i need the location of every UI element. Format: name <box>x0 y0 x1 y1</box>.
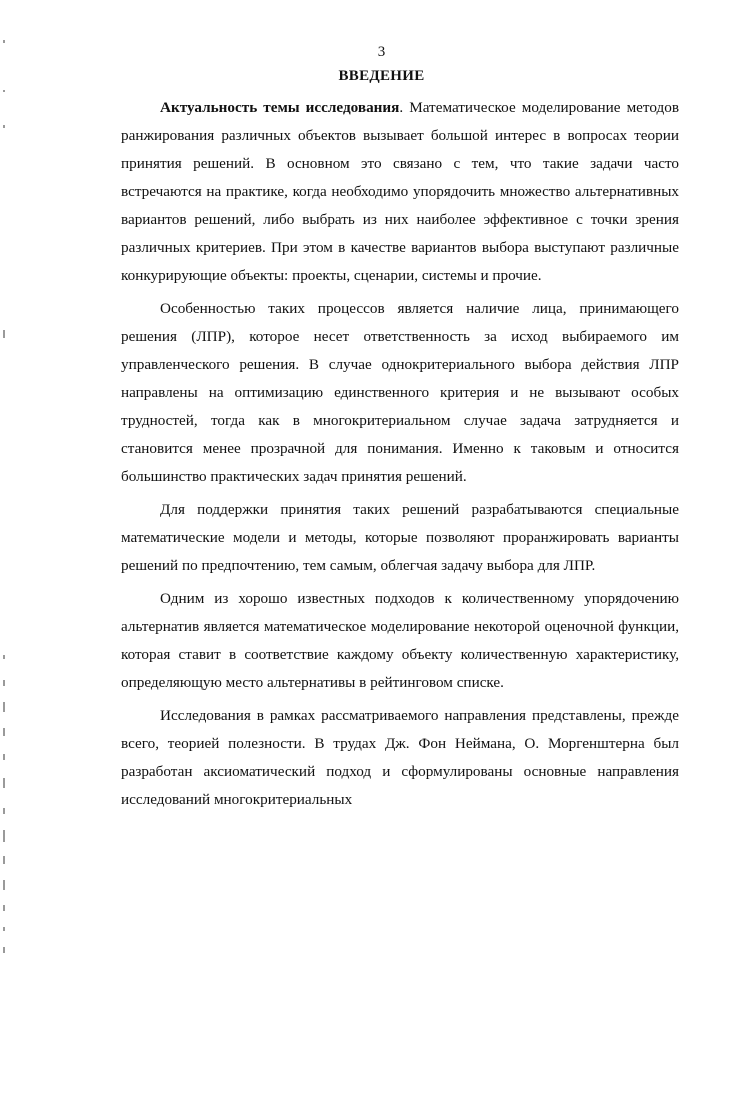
paragraph-relevance <box>121 94 679 290</box>
paragraph-ranking-approach <box>121 585 679 697</box>
paragraph-decision-maker <box>121 295 679 491</box>
paragraph-models <box>121 496 679 580</box>
paragraph-text: Особенностью таких процессов является наличие лица, принимающего решения (ЛПР), которое несет ответственность за исход выбираемого им управленческого решения. В случае однокритериального выбора действия ЛПР направлены на оптимизацию единственного критерия и не вызывают особых трудностей, тогда как в многокритериальном случае задача затрудняется и становится менее прозрачной для понимания. Именно к таковым и относится большинство практических задач принятия решений. <box>121 300 679 485</box>
page-number: 3 <box>377 44 386 60</box>
scan-edge-marks <box>3 30 13 1010</box>
paragraph-lead: Актуальность темы исследования <box>160 99 400 116</box>
paragraph-text: Одним из хорошо известных подходов к количественному упорядочению альтернатив является математическое моделирование некоторой оценочной функции, которая ставит в соответствие каждому объекту количественную характеристику, определяющую место альтернативы в рейтинговом списке. <box>121 590 679 691</box>
paragraph-text: Для поддержки принятия таких решений разрабатываются специальные математические модели и методы, которые позволяют проранжировать варианты решений по предпочтению, тем самым, облегчая задачу выбора для ЛПР. <box>121 501 679 574</box>
paragraph-utility-theory <box>121 702 679 814</box>
page-title: ВВЕДЕНИЕ <box>338 68 425 84</box>
document-body <box>121 94 679 814</box>
paragraph-text: Исследования в рамках рассматриваемого направления представлены, прежде всего, теорией полезности. В трудах Дж. Фон Неймана, О. Моргенштерна был разработан аксиоматический подход и сформулированы основные направления исследований многокритериальных <box>121 707 679 808</box>
paragraph-text: . Математическое моделирование методов ранжирования различных объектов вызывает большой интерес в вопросах теории принятия решений. В основном это связано с тем, что такие задачи часто встречаются на практике, когда необходимо упорядочить множество альтернативных вариантов решений, либо выбрать из них наиболее эффективное с точки зрения различных критериев. При этом в качестве вариантов выбора выступают различные конкурирующие объекты: проекты, сценарии, системы и прочие. <box>121 99 680 284</box>
